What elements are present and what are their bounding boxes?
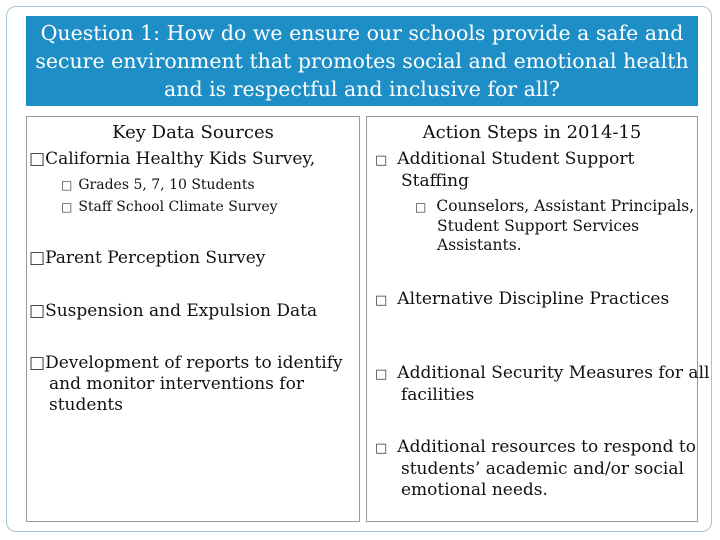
action-steps-panel [366,116,710,522]
title-banner [26,16,698,106]
list-item [375,363,711,406]
bullet-box-icon: □ [61,178,73,192]
item-text: Staff School Climate Survey [78,199,278,215]
sub-list-item [61,198,351,217]
item-text: Development of reports to identify and monitor interventions for students [45,353,343,415]
list-item [375,149,701,192]
action-steps-heading: Action Steps in 2014-15 [422,122,642,143]
item-text: Alternative Discipline Practices [397,289,670,309]
list-item [29,353,349,416]
list-item [29,301,359,322]
item-text: Additional resources to respond to students’ academic and/or social emotional needs. [397,437,696,500]
bullet-box-icon: □ [29,353,46,373]
list-item [29,149,359,170]
list-item [29,248,359,269]
list-item [375,437,719,501]
bullet-box-icon: □ [375,153,388,168]
item-text: Counselors, Assistant Principals, Student Support Services Assistants. [436,197,695,254]
bullet-box-icon: □ [375,441,388,456]
item-text: Grades 5, 7, 10 Students [78,177,255,193]
item-text: Additional Student Support Staffing [397,149,635,191]
item-text: Parent Perception Survey [45,248,266,268]
item-text: California Healthy Kids Survey, [45,149,316,169]
bullet-box-icon: □ [375,293,388,308]
bullet-box-icon: □ [61,200,73,214]
sub-list-item [61,176,351,195]
bullet-box-icon: □ [375,367,388,382]
key-data-sources-panel [26,116,360,522]
slide-title: Question 1: How do we ensure our schools provide a safe and secure environment that promotes social and emotional health and is respectful and inclusive for all? [35,21,689,101]
list-item [375,289,691,311]
bullet-box-icon: □ [29,248,46,268]
bullet-box-icon: □ [415,200,427,214]
sub-list-item [415,197,705,255]
key-data-sources-heading: Key Data Sources [112,122,274,143]
item-text: Additional Security Measures for all facilities [397,363,710,405]
bullet-box-icon: □ [29,149,46,169]
bullet-box-icon: □ [29,301,46,321]
item-text: Suspension and Expulsion Data [45,301,318,321]
